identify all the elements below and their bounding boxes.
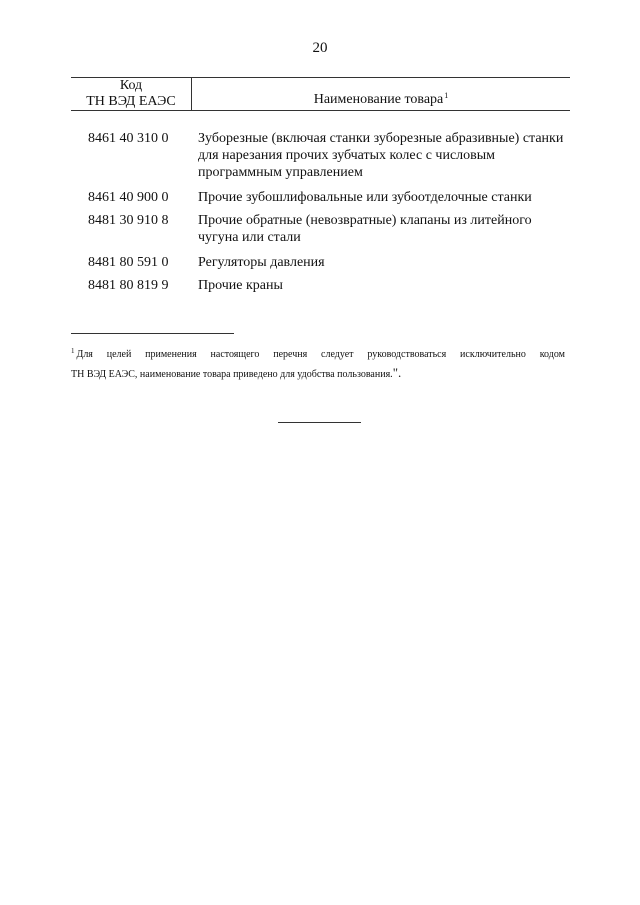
header-code-line2: ТН ВЭД ЕАЭС bbox=[86, 94, 176, 109]
header-code bbox=[71, 78, 191, 110]
footnote-line-1 bbox=[71, 342, 565, 364]
footnote-text-1: Для целей применения настоящего перечня следует руководствоваться исключительно кодом bbox=[76, 349, 565, 360]
header-bottom-rule bbox=[71, 110, 570, 111]
row-name: Регуляторы давления bbox=[198, 255, 325, 270]
footnote bbox=[71, 342, 565, 384]
row-name: Прочие краны bbox=[198, 278, 283, 293]
footnote-line-2 bbox=[71, 364, 565, 384]
page-number: 20 bbox=[312, 40, 328, 56]
footnote-text-2: ТН ВЭД ЕАЭС, наименование товара приведено для удобства пользования. bbox=[71, 369, 393, 380]
header-code-line1: Код bbox=[119, 78, 143, 93]
header-name bbox=[192, 88, 570, 108]
header-name-text: Наименование товара bbox=[313, 92, 444, 107]
footnote-closing-quote: ". bbox=[392, 365, 402, 380]
row-code: 8461 40 900 0 bbox=[88, 190, 169, 205]
row-code: 8481 80 591 0 bbox=[88, 255, 169, 270]
end-rule bbox=[278, 422, 361, 423]
row-code: 8461 40 310 0 bbox=[88, 131, 169, 146]
row-name: Прочие зубошлифовальные или зубоотделочные станки bbox=[198, 190, 532, 205]
footnote-separator bbox=[71, 333, 234, 334]
footnote-mark: 1 bbox=[71, 347, 75, 355]
header-footnote-mark: 1 bbox=[444, 91, 449, 100]
row-code: 8481 80 819 9 bbox=[88, 278, 169, 293]
row-code: 8481 30 910 8 bbox=[88, 213, 169, 228]
row-name: Прочие обратные (невозвратные) клапаны из литейного чугуна или стали bbox=[198, 213, 532, 245]
row-name: Зуборезные (включая станки зуборезные абразивные) станки для нарезания прочих зубчатых колес с числовым программным управлением bbox=[198, 131, 564, 180]
